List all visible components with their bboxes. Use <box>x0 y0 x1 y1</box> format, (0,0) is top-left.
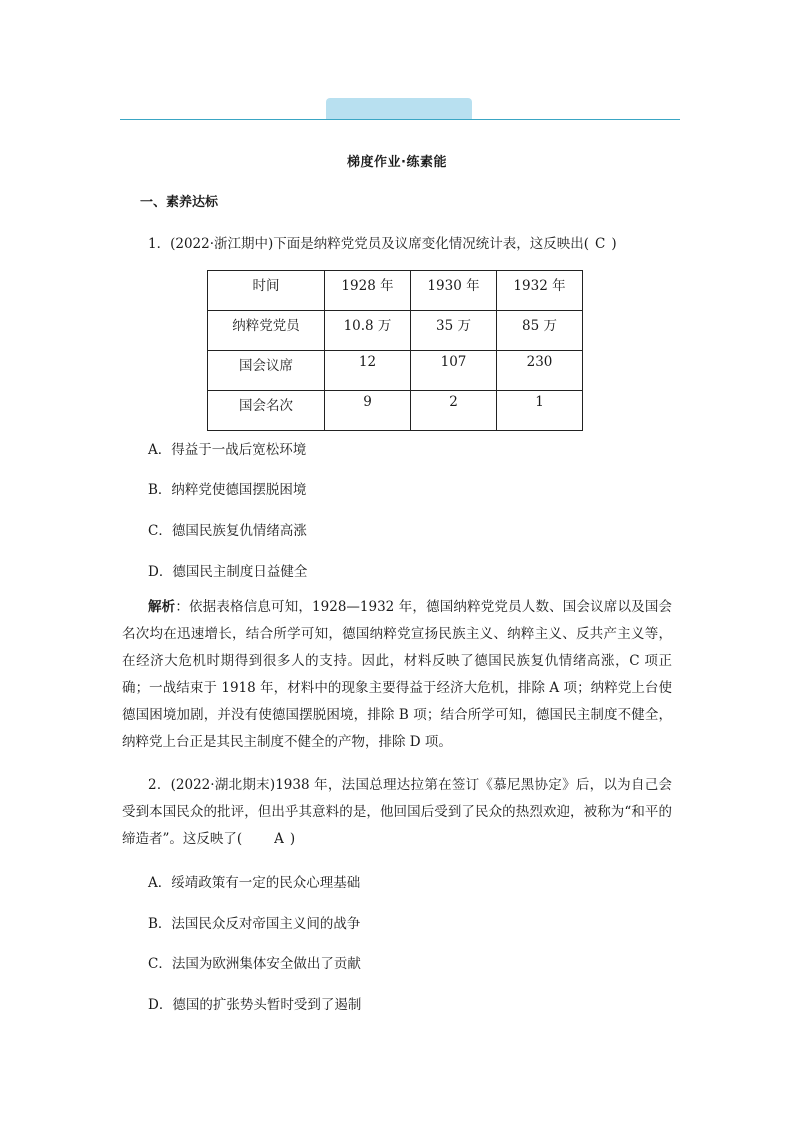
table-header-row <box>208 271 583 311</box>
section-heading: 一、素养达标 <box>140 195 219 210</box>
analysis-label: 解析 <box>148 599 176 615</box>
table-cell: 10.8 万 <box>325 311 411 351</box>
q1-option-a: A．得益于一战后宽松环境 <box>148 442 307 458</box>
q1-option-b: B．纳粹党使德国摆脱困境 <box>148 482 307 498</box>
q1-analysis <box>122 594 672 756</box>
statistics-table <box>207 270 583 431</box>
table-cell: 国会议席 <box>208 351 325 391</box>
q1-stem-prefix: 1．(2022·浙江期中)下面是纳粹党党员及议席变化情况统计表，这反映出( <box>148 236 590 252</box>
q1-answer: C <box>595 236 606 252</box>
analysis-text: ：依据表格信息可知，1928—1932 年，德国纳粹党党员人数、国会议席以及国会名次均在迅速增长，结合所学可知，德国纳粹党宣扬民族主义、纳粹主义、反共产主义等，在经济大危机时期得到很多人的支持。因此，材料反映了德国民族复仇情绪高涨，C 项正确；一战结束于 1918 年，材料中的现象主要得益于经济大危机，排除 A 项；纳粹党上台使德国困境加剧，并没有使德国摆脱困境，排除 B 项；结合所学可知，德国民主制度不健全，纳粹党上台正是其民主制度不健全的产物，排除 D 项。 <box>122 599 672 750</box>
table-cell: 1 <box>497 391 583 431</box>
q2-stem <box>122 772 672 853</box>
table-row <box>208 351 583 391</box>
table-cell: 85 万 <box>497 311 583 351</box>
table-cell: 35 万 <box>411 311 497 351</box>
page-title: 梯度作业·练素能 <box>347 155 447 170</box>
q2-option-d: D．德国的扩张势头暂时受到了遏制 <box>148 997 362 1013</box>
table-cell: 1930 年 <box>411 271 497 311</box>
table-cell: 9 <box>325 391 411 431</box>
q1-option-c: C．德国民族复仇情绪高涨 <box>148 523 307 539</box>
table-cell: 1932 年 <box>497 271 583 311</box>
q1-stem <box>148 232 617 252</box>
table-cell: 1928 年 <box>325 271 411 311</box>
table-row <box>208 391 583 431</box>
q1-stem-suffix: ) <box>611 236 617 252</box>
q2-stem-suffix: ) <box>289 831 296 847</box>
table-cell: 2 <box>411 391 497 431</box>
table-cell: 230 <box>497 351 583 391</box>
table-cell: 国会名次 <box>208 391 325 431</box>
table-cell: 时间 <box>208 271 325 311</box>
header-tab-decoration <box>326 98 472 120</box>
q2-stem-prefix: 2．(2022·湖北期末)1938 年，法国总理达拉第在签订《慕尼黑协定》后，以为自己会受到本国民众的批评，但出乎其意料的是，他回国后受到了民众的热烈欢迎，被称为“和平的缔造者”。这反映了( <box>122 777 672 847</box>
q2-option-c: C．法国为欧洲集体安全做出了贡献 <box>148 956 361 972</box>
q2-option-b: B．法国民众反对帝国主义间的战争 <box>148 916 361 932</box>
table-row <box>208 311 583 351</box>
header-rule <box>120 119 680 120</box>
q2-option-a: A．绥靖政策有一定的民众心理基础 <box>148 875 361 891</box>
table-cell: 107 <box>411 351 497 391</box>
q2-answer: A <box>274 831 284 847</box>
q1-option-d: D．德国民主制度日益健全 <box>148 564 308 580</box>
table-cell: 12 <box>325 351 411 391</box>
table-cell: 纳粹党党员 <box>208 311 325 351</box>
